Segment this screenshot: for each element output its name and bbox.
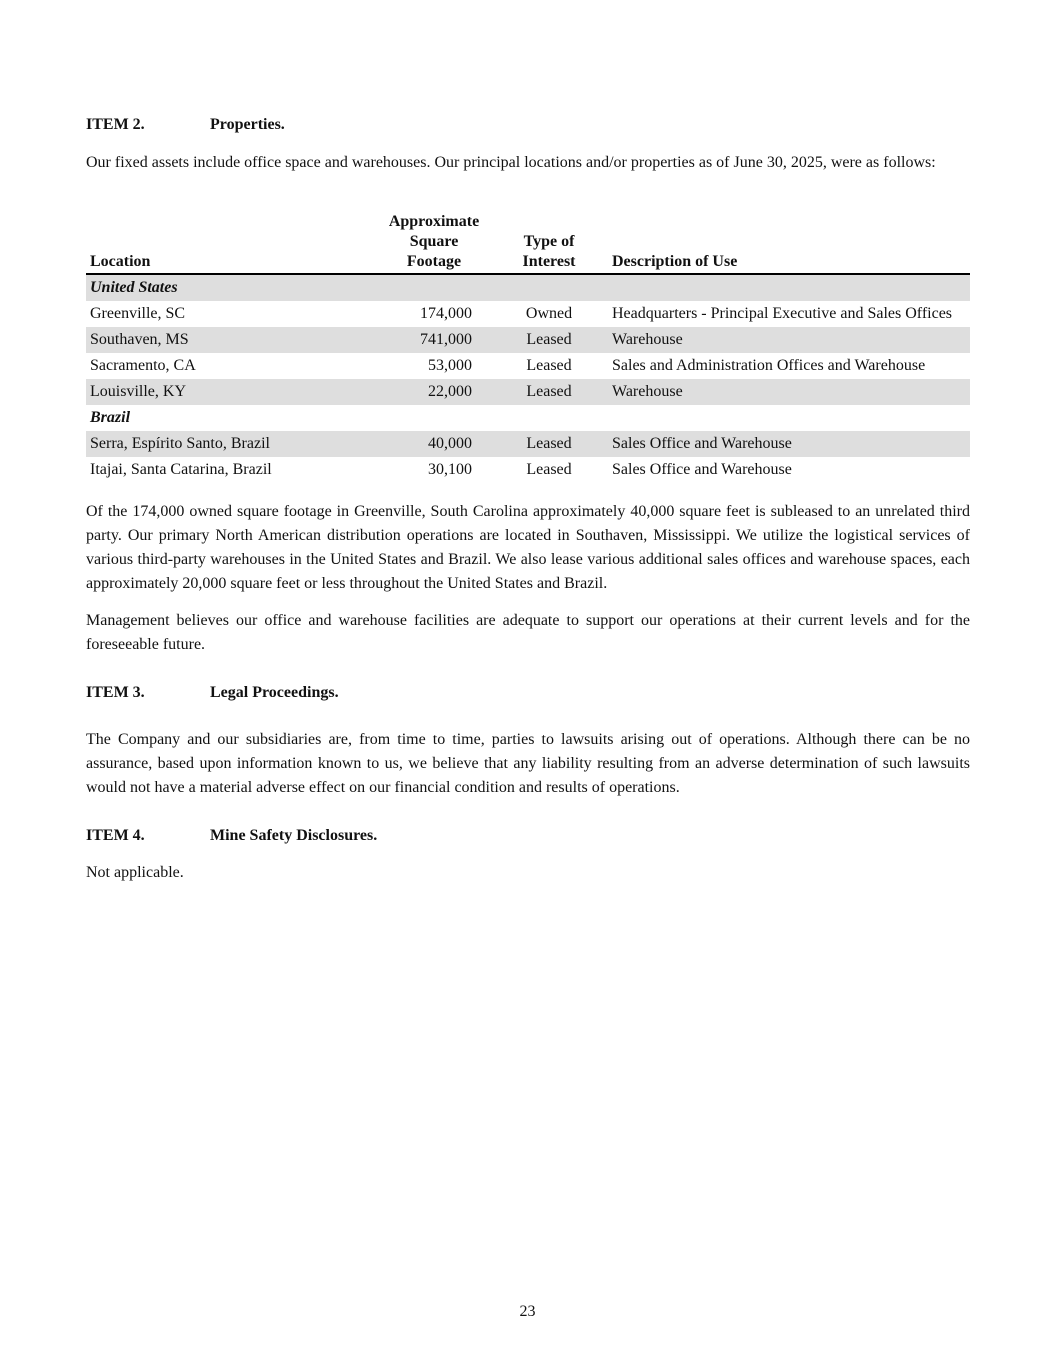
cell-description: Sales Office and Warehouse: [600, 431, 970, 457]
mine-safety-paragraph: Not applicable.: [86, 864, 184, 881]
properties-intro: Our fixed assets include office space and warehouses. Our principal locations and/or properties as of June 30, 2025, were as follows:: [86, 154, 936, 171]
item3-title: Legal Proceedings.: [210, 684, 339, 701]
cell-sqft: 30,100: [428, 461, 472, 478]
group-label: Brazil: [90, 409, 131, 426]
table-row: [86, 431, 970, 457]
header-type-line2: Interest: [522, 253, 576, 270]
header-sqft-line2: Square: [409, 233, 459, 250]
cell-location: Serra, Espírito Santo, Brazil: [86, 431, 374, 457]
table-row: [86, 301, 970, 327]
cell-sqft: 22,000: [374, 379, 498, 405]
cell-description: Warehouse: [600, 327, 970, 353]
table-row: [86, 457, 970, 483]
group-row-brazil: [86, 405, 970, 431]
properties-paragraph-1: Of the 174,000 owned square footage in Greenville, South Carolina approximately 40,000 square feet is subleased to an unrelated third party. Our primary North American distribution operations are located in Southaven, Mississippi. We utilize the logistical services of various third-party warehouses in the United States and Brazil. We also lease various additional sales offices and warehouse spaces, each approximately 20,000 square feet or less throughout the United States and Brazil.: [86, 503, 970, 592]
item3-number: ITEM 3.: [86, 684, 145, 701]
item2-title: Properties.: [210, 116, 285, 133]
cell-location: Southaven, MS: [86, 327, 374, 353]
group-label: United States: [86, 274, 374, 301]
cell-sqft: 741,000: [374, 327, 498, 353]
cell-description: Sales and Administration Offices and Warehouse: [612, 357, 926, 374]
header-type-of-interest: [498, 212, 600, 274]
cell-type: Leased: [498, 431, 600, 457]
header-type-line1: Type of: [523, 233, 575, 250]
cell-location: Sacramento, CA: [90, 357, 196, 374]
header-sqft-line3: Footage: [406, 253, 462, 270]
header-location: Location: [86, 212, 374, 274]
cell-description: Warehouse: [600, 379, 970, 405]
header-sqft-line1: Approximate: [388, 213, 480, 230]
cell-sqft: 40,000: [374, 431, 498, 457]
cell-sqft: 53,000: [428, 357, 472, 374]
cell-type: Leased: [526, 357, 572, 374]
item4-title: Mine Safety Disclosures.: [210, 827, 378, 844]
cell-description: Headquarters - Principal Executive and Sales Offices: [612, 305, 953, 322]
item4-number: ITEM 4.: [86, 827, 145, 844]
cell-sqft: 174,000: [420, 305, 472, 322]
cell-type: Owned: [525, 305, 573, 322]
cell-location: Louisville, KY: [86, 379, 374, 405]
cell-description: Sales Office and Warehouse: [612, 461, 792, 478]
properties-table: [86, 212, 970, 483]
cell-type: Leased: [498, 379, 600, 405]
item2-heading: [86, 115, 285, 135]
page-number: 23: [519, 1303, 536, 1320]
cell-location: Itajai, Santa Catarina, Brazil: [90, 461, 272, 478]
header-square-footage: [374, 212, 498, 274]
item3-heading: [86, 683, 339, 703]
header-description: Description of Use: [600, 212, 970, 274]
item4-heading: [86, 826, 377, 846]
cell-location: Greenville, SC: [90, 305, 186, 322]
table-row: [86, 379, 970, 405]
table-header-row: [86, 212, 970, 274]
cell-type: Leased: [526, 461, 572, 478]
item2-number: ITEM 2.: [86, 116, 145, 133]
legal-paragraph: The Company and our subsidiaries are, from time to time, parties to lawsuits arising out of operations. Although there can be no assurance, based upon information known to us, we believe that any liability resulting from an adverse determination of such lawsuits would not have a material adverse effect on our financial condition and results of operations.: [86, 731, 970, 796]
properties-paragraph-2: Management believes our office and warehouse facilities are adequate to support our operations at their current levels and for the foreseeable future.: [86, 612, 970, 653]
cell-type: Leased: [498, 327, 600, 353]
group-row-united-states: [86, 274, 970, 301]
table-row: [86, 327, 970, 353]
table-row: [86, 353, 970, 379]
